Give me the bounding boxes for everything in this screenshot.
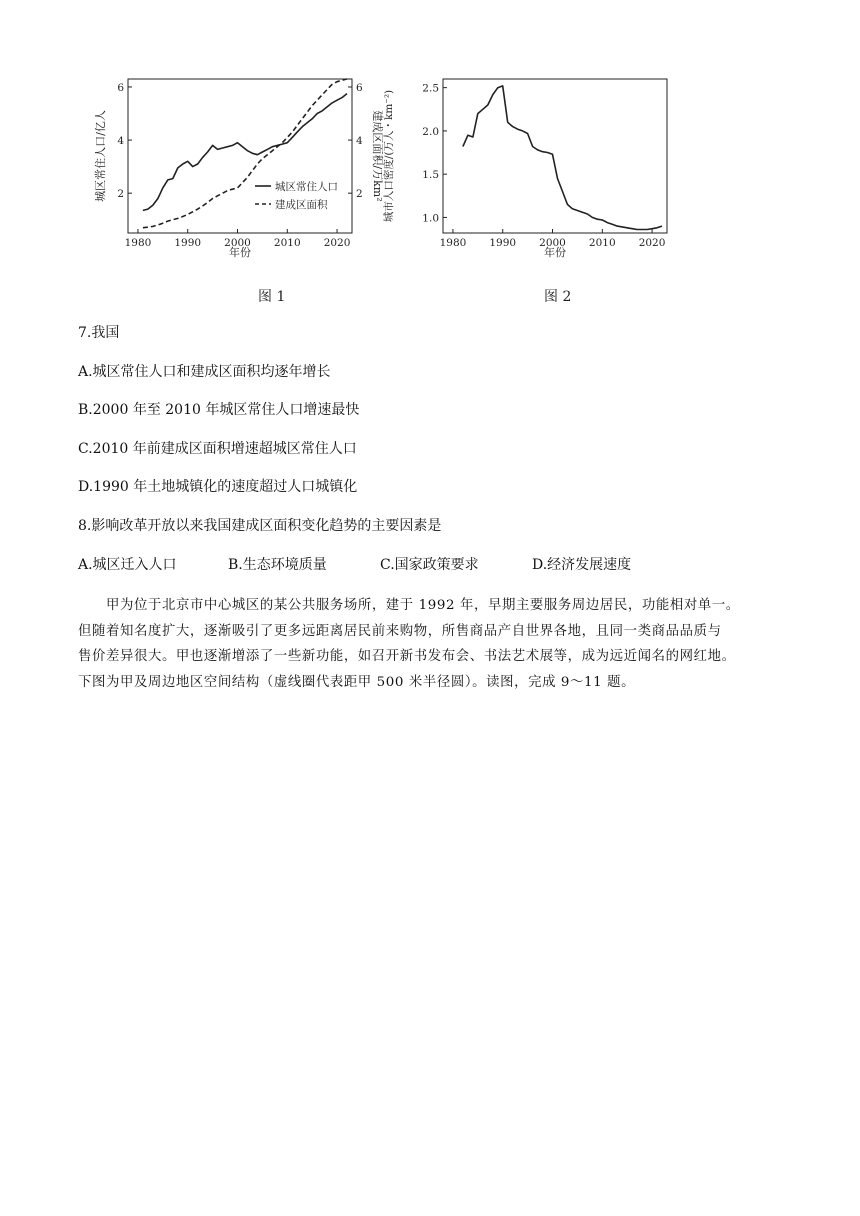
plot-frame — [443, 79, 667, 233]
y2-tick-label: 6 — [356, 81, 363, 94]
x-tick-label: 2000 — [539, 237, 566, 249]
figure-2-svg — [380, 70, 680, 270]
figure-2-chart — [380, 70, 680, 270]
question-8-stem: 8.影响改革开放以来我国建成区面积变化趋势的主要因素是 — [78, 518, 442, 534]
passage-line-3: 售价差异很大。甲也逐渐增添了一些新功能，如召开新书发布会、书法艺术展等，成为远近闻名的网红地。 — [78, 649, 736, 664]
figure-1-caption: 图 1 — [258, 289, 286, 305]
y-tick-label: 1.5 — [422, 169, 439, 182]
x-tick-label: 1990 — [489, 237, 517, 249]
y2-tick-label: 2 — [356, 188, 363, 201]
passage-line-2: 但随着知名度扩大，逐渐吸引了更多远距离居民前来购物，所售商品产自世界各地，且同一类商品品质与 — [78, 623, 722, 639]
y-axis-label-right: 建成区面积/万km² — [371, 110, 384, 202]
figure-1-chart — [95, 70, 395, 270]
passage-line-4: 下图为甲及周边地区空间结构（虚线圈代表距甲 500 米半径圆）。读图，完成 9～11 题。 — [78, 674, 636, 690]
question-8-option-a: A.城区迁入人口 — [78, 557, 177, 573]
question-7-option-a: A.城区常住人口和建成区面积均逐年增长 — [78, 364, 331, 380]
question-7-option-b: B.2000 年至 2010 年城区常住人口增速最快 — [78, 402, 360, 418]
y-axis-label: 城市人口密度/(万人・km⁻²) — [383, 89, 395, 223]
passage — [78, 593, 778, 695]
legend-label-population: 城区常住人口 — [275, 181, 338, 193]
series-line-1 — [463, 86, 662, 230]
question-8-option-d: D.经济发展速度 — [532, 557, 632, 573]
x-tick-label: 2000 — [224, 237, 251, 249]
figure-1-svg — [95, 70, 395, 270]
x-tick-label: 2010 — [588, 237, 616, 249]
y-tick-label: 2 — [117, 188, 124, 201]
x-tick-label: 1980 — [439, 237, 467, 249]
x-tick-label: 1990 — [174, 237, 202, 249]
figure-2-caption: 图 2 — [544, 289, 572, 305]
x-tick-label: 2010 — [273, 237, 301, 249]
y-axis-label-left: 城区常住人口/亿人 — [94, 110, 107, 202]
passage-line-1: 甲为位于北京市中心城区的某公共服务场所，建于 1992 年，早期主要服务周边居民，功能相对单一。 — [106, 598, 740, 613]
y-tick-label: 2.0 — [422, 125, 439, 138]
question-7-option-d: D.1990 年土地城镇化的速度超过人口城镇化 — [78, 479, 358, 495]
y2-tick-label: 4 — [356, 135, 363, 148]
legend-label-area: 建成区面积 — [275, 199, 328, 211]
question-8-option-b: B.生态环境质量 — [228, 557, 327, 573]
x-tick-label: 2020 — [323, 237, 351, 249]
y-tick-label: 2.5 — [422, 82, 439, 95]
y-tick-label: 1.0 — [422, 212, 439, 225]
x-axis-label: 年份 — [229, 246, 251, 259]
legend — [255, 180, 338, 211]
question-7-option-c: C.2010 年前建成区面积增速超城区常住人口 — [78, 441, 357, 457]
question-7-stem: 7.我国 — [78, 325, 120, 341]
y-tick-label: 4 — [117, 135, 124, 148]
x-tick-label: 2020 — [638, 237, 666, 249]
x-tick-label: 1980 — [124, 237, 152, 249]
question-8-option-c: C.国家政策要求 — [380, 557, 479, 573]
x-axis-label: 年份 — [544, 246, 566, 259]
y-tick-label: 6 — [117, 81, 124, 94]
